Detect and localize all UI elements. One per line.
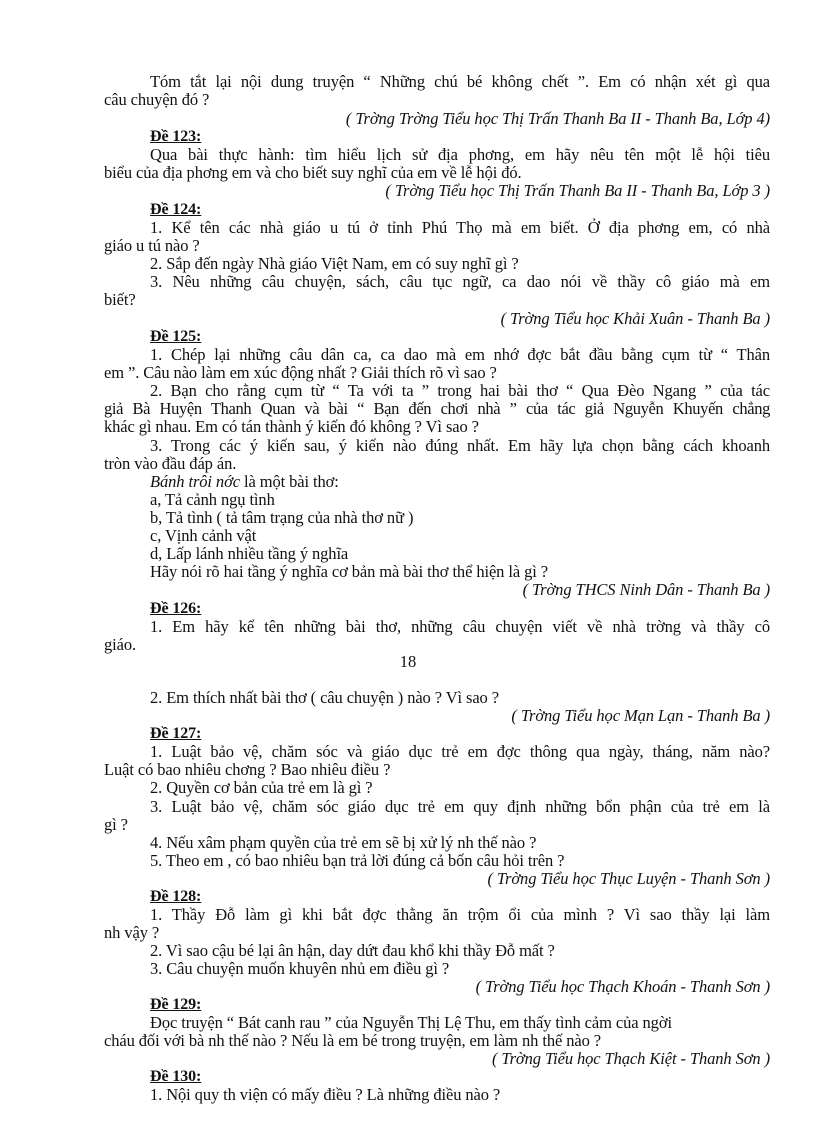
text-line: 3. Câu chuyện muốn khuyên nhủ em điều gì ? (150, 959, 450, 978)
text-line: cháu đối với bà nh thế nào ? Nếu là em bé trong truyện, em làm nh thế nào ? (104, 1031, 601, 1050)
answer-option: d, Lấp lánh nhiều tầng ý nghĩa (150, 544, 349, 563)
text-line: gì ? (104, 815, 128, 834)
text-line: 3. Trong các ý kiến sau, ý kiến nào đúng nhất. Em hãy lựa chọn bằng cách khoanh (150, 436, 770, 455)
section-heading: Đề 128: (150, 888, 202, 905)
text-line: 2. Bạn cho rằng cụm từ “ Ta với ta ” trong hai bài thơ “ Qua Đèo Ngang ” của tác (150, 381, 770, 400)
section-heading: Đề 127: (150, 725, 202, 742)
text-line: Tóm tắt lại nội dung truyện “ Những chú bé không chết ”. Em có nhận xét gì qua (150, 72, 770, 91)
section-heading: Đề 125: (150, 328, 202, 345)
source-citation: ( Trờng THCS Ninh Dân - Thanh Ba ) (522, 580, 770, 599)
text-line: câu chuyện đó ? (104, 90, 210, 109)
text-line: 2. Sắp đến ngày Nhà giáo Việt Nam, em có suy nghĩ gì ? (150, 254, 519, 273)
text-fragment: là một bài thơ: (240, 472, 339, 491)
source-citation: ( Trờng Tiểu học Khải Xuân - Thanh Ba ) (500, 309, 770, 328)
source-citation: ( Trờng Tiểu học Thạch Kiệt - Thanh Sơn ) (492, 1049, 770, 1068)
text-line: 1. Em hãy kể tên những bài thơ, những câu chuyện viết về nhà trờng và thầy cô (150, 617, 770, 636)
section-heading: Đề 130: (150, 1068, 202, 1085)
answer-option: b, Tả tình ( tả tâm trạng của nhà thơ nữ ) (150, 508, 414, 527)
text-line: nh vậy ? (104, 923, 160, 942)
source-citation: ( Trờng Tiểu học Thục Luyện - Thanh Sơn ) (487, 869, 770, 888)
section-heading: Đề 123: (150, 128, 202, 145)
answer-option: a, Tả cảnh ngụ tình (150, 490, 275, 509)
answer-option: c, Vịnh cảnh vật (150, 526, 257, 545)
text-line: 2. Em thích nhất bài thơ ( câu chuyện ) nào ? Vì sao ? (150, 688, 499, 707)
source-citation: ( Trờng Tiểu học Thị Trấn Thanh Ba II - Thanh Ba, Lớp 3 ) (385, 181, 770, 200)
text-line: 1. Nội quy th viện có mấy điều ? Là những điều nào ? (150, 1085, 501, 1104)
text-line: 2. Vì sao cậu bé lại ân hận, day dứt đau khổ khi thầy Đỗ mất ? (150, 941, 555, 960)
source-citation: ( Trờng Tiểu học Thạch Khoán - Thanh Sơn ) (475, 977, 770, 996)
text-line: em ”. Câu nào làm em xúc động nhất ? Giải thích rõ vì sao ? (104, 363, 497, 382)
text-line: tròn vào đầu đáp án. (104, 454, 237, 473)
text-line: 4. Nếu xâm phạm quyền của trẻ em sẽ bị xử lý nh thế nào ? (150, 833, 537, 852)
page-number: 18 (399, 652, 417, 671)
text-line: 1. Luật bảo vệ, chăm sóc và giáo dục trẻ em đợc thông qua ngày, tháng, năm nào? (150, 742, 770, 761)
text-line: 5. Theo em , có bao nhiêu bạn trả lời đúng cả bốn câu hỏi trên ? (150, 851, 565, 870)
section-heading: Đề 126: (150, 600, 202, 617)
section-heading: Đề 124: (150, 201, 202, 218)
text-line: 1. Kể tên các nhà giáo u tú ở tỉnh Phú Thọ mà em biết. Ở địa phơng em, có nhà (150, 218, 770, 237)
text-line: Luật có bao nhiêu chơng ? Bao nhiêu điều ? (104, 760, 391, 779)
text-line: 1. Chép lại những câu dân ca, ca dao mà em nhớ đợc bắt đầu bằng cụm từ “ Thân (150, 345, 770, 364)
text-line: 2. Quyền cơ bản của trẻ em là gì ? (150, 778, 373, 797)
section-heading: Đề 129: (150, 996, 202, 1013)
text-line: giáo u tú nào ? (104, 236, 200, 255)
text-line: Qua bài thực hành: tìm hiểu lịch sử địa phơng, em hãy nêu tên một lễ hội tiêu (150, 145, 770, 164)
text-line: giáo. (104, 635, 137, 654)
text-line: 3. Nêu những câu chuyện, sách, câu tục ngữ, ca dao nói về thầy cô giáo mà em (150, 272, 770, 291)
text-line: Đọc truyện “ Bát canh rau ” của Nguyễn Thị Lệ Thu, em thấy tình cảm của ngời (150, 1013, 672, 1032)
text-line: biết? (104, 290, 136, 309)
text-line: khác gì nhau. Em có tán thành ý kiến đó không ? Vì sao ? (104, 417, 479, 436)
text-line: 1. Thầy Đỗ làm gì khi bắt đợc thằng ăn trộm ổi của mình ? Vì sao thầy lại làm (150, 905, 770, 924)
source-citation: ( Trờng Tiểu học Mạn Lạn - Thanh Ba ) (511, 706, 770, 725)
text-line: giả Bà Huyện Thanh Quan và bài “ Bạn đến chơi nhà ” của tác giả Nguyễn Khuyến chẳng (104, 399, 770, 418)
text-line: 3. Luật bảo vệ, chăm sóc giáo dục trẻ em quy định những bổn phận của trẻ em là (150, 797, 770, 816)
source-citation: ( Trờng Trờng Tiểu học Thị Trấn Thanh Ba II - Thanh Ba, Lớp 4) (345, 109, 770, 128)
text-line (150, 473, 770, 491)
text-line: biểu của địa phơng em và cho biết suy nghĩ của em về lễ hội đó. (104, 163, 522, 182)
text-line: Hãy nói rõ hai tầng ý nghĩa cơ bản mà bài thơ thể hiện là gì ? (150, 562, 548, 581)
poem-title: Bánh trôi nớc (150, 472, 240, 491)
